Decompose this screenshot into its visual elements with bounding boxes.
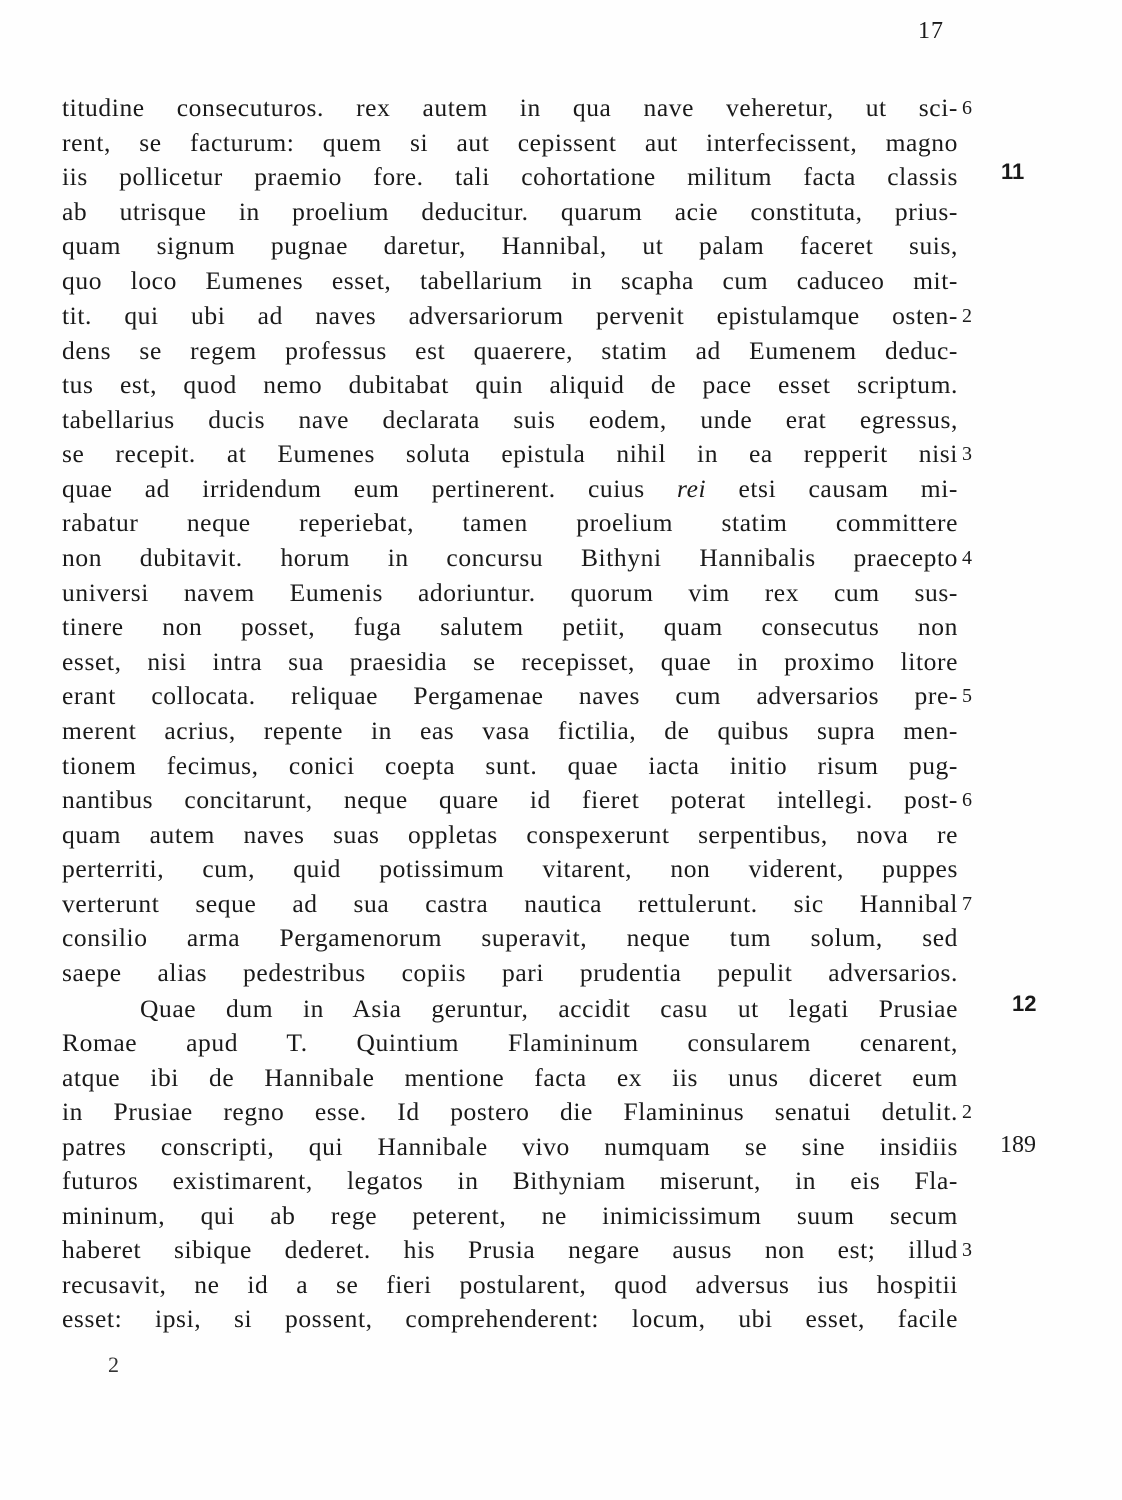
section-number: 4: [962, 547, 972, 569]
text-line: mininum, qui ab rege peterent, ne inimicissimum suum secum: [62, 1201, 958, 1230]
section-number: 5: [962, 685, 972, 707]
text-line: quo loco Eumenes esset, tabellarium in scapha cum caduceo mit-: [62, 266, 958, 295]
text-line: haberet sibique dederet. his Prusia negare ausus non est; illud: [62, 1235, 958, 1264]
section-number: 6: [962, 97, 972, 119]
text-line: se recepit. at Eumenes soluta epistula nihil in ea repperit nisi: [62, 439, 958, 468]
text-segment: etsi causam mi-: [738, 474, 958, 503]
text-line: verterunt seque ad sua castra nautica rettulerunt. sic Hannibal: [62, 889, 958, 918]
text-line: nantibus concitarunt, neque quare id fieret poterat intellegi. post-: [62, 785, 958, 814]
section-number: 3: [962, 443, 972, 465]
text-line: non dubitavit. horum in concursu Bithyni Hannibalis praecepto: [62, 543, 958, 572]
text-line: futuros existimarent, legatos in Bithyniam miserunt, in eis Fla-: [62, 1166, 958, 1195]
paragraph-first-line: Quae dum in Asia geruntur, accidit casu ut legati Prusiae: [140, 994, 958, 1023]
text-line: tit. qui ubi ad naves adversariorum pervenit epistulamque osten-: [62, 301, 958, 330]
chapter-number: 12: [1012, 991, 1037, 1016]
section-number: 3: [962, 1239, 972, 1261]
text-line: merent acrius, repente in eas vasa fictilia, de quibus supra men-: [62, 716, 958, 745]
text-line: esset: ipsi, si possent, comprehenderent: locum, ubi esset, facile: [62, 1304, 958, 1333]
text-line: tionem fecimus, conici coepta sunt. quae iacta initio risum pug-: [62, 751, 958, 780]
text-segment: quae ad irridendum eum pertinerent. cuius: [62, 474, 645, 503]
text-line: esset, nisi intra sua praesidia se recepisset, quae in proximo litore: [62, 647, 958, 676]
text-line: atque ibi de Hannibale mentione facta ex iis unus diceret eum: [62, 1063, 958, 1092]
section-number: 7: [962, 893, 972, 915]
text-line: consilio arma Pergamenorum superavit, neque tum solum, sed: [62, 923, 958, 952]
text-line: saepe alias pedestribus copiis pari prudentia pepulit adversarios.: [62, 958, 958, 987]
text-line: quam autem naves suas oppletas conspexerunt serpentibus, nova re: [62, 820, 958, 849]
text-line: tinere non posset, fuga salutem petiit, quam consecutus non: [62, 612, 958, 641]
text-line: erant collocata. reliquae Pergamenae naves cum adversarios pre-: [62, 681, 958, 710]
text-line: titudine consecuturos. rex autem in qua nave veheretur, ut sci-: [62, 93, 958, 122]
text-line: in Prusiae regno esse. Id postero die Flamininus senatui detulit.: [62, 1097, 958, 1126]
year-note: 189: [1000, 1132, 1036, 1158]
text-line: iis pollicetur praemio fore. tali cohortatione militum facta classis: [62, 162, 958, 191]
italic-word: rei: [677, 474, 707, 503]
text-line: universi navem Eumenis adoriuntur. quorum vim rex cum sus-: [62, 578, 958, 607]
text-line: quam signum pugnae daretur, Hannibal, ut palam faceret suis,: [62, 231, 958, 260]
text-line: recusavit, ne id a se fieri postularent, quod adversus ius hospitii: [62, 1270, 958, 1299]
text-line: Romae apud T. Quintium Flamininum consularem cenarent,: [62, 1028, 958, 1057]
text-line: tus est, quod nemo dubitabat quin aliquid de pace esset scriptum.: [62, 370, 958, 399]
text-line: tabellarius ducis nave declarata suis eodem, unde erat egressus,: [62, 405, 958, 434]
chapter-number: 11: [1001, 159, 1025, 184]
text-line: [62, 472, 958, 506]
text-line: perterriti, cum, quid potissimum vitarent, non viderent, puppes: [62, 854, 958, 883]
text-line: ab utrisque in proelium deducitur. quarum acie constituta, prius-: [62, 197, 958, 226]
signature-mark: 2: [108, 1352, 119, 1377]
section-number: 2: [962, 1101, 972, 1123]
text-line: rent, se facturum: quem si aut cepissent aut interfecissent, magno: [62, 128, 958, 157]
text-line: dens se regem professus est quaerere, statim ad Eumenem deduc-: [62, 336, 958, 365]
text-line: rabatur neque reperiebat, tamen proelium statim committere: [62, 508, 958, 537]
section-number: 2: [962, 305, 972, 327]
text-line: patres conscripti, qui Hannibale vivo numquam se sine insidiis: [62, 1132, 958, 1161]
section-number: 6: [962, 789, 972, 811]
page-number: 17: [918, 18, 944, 44]
